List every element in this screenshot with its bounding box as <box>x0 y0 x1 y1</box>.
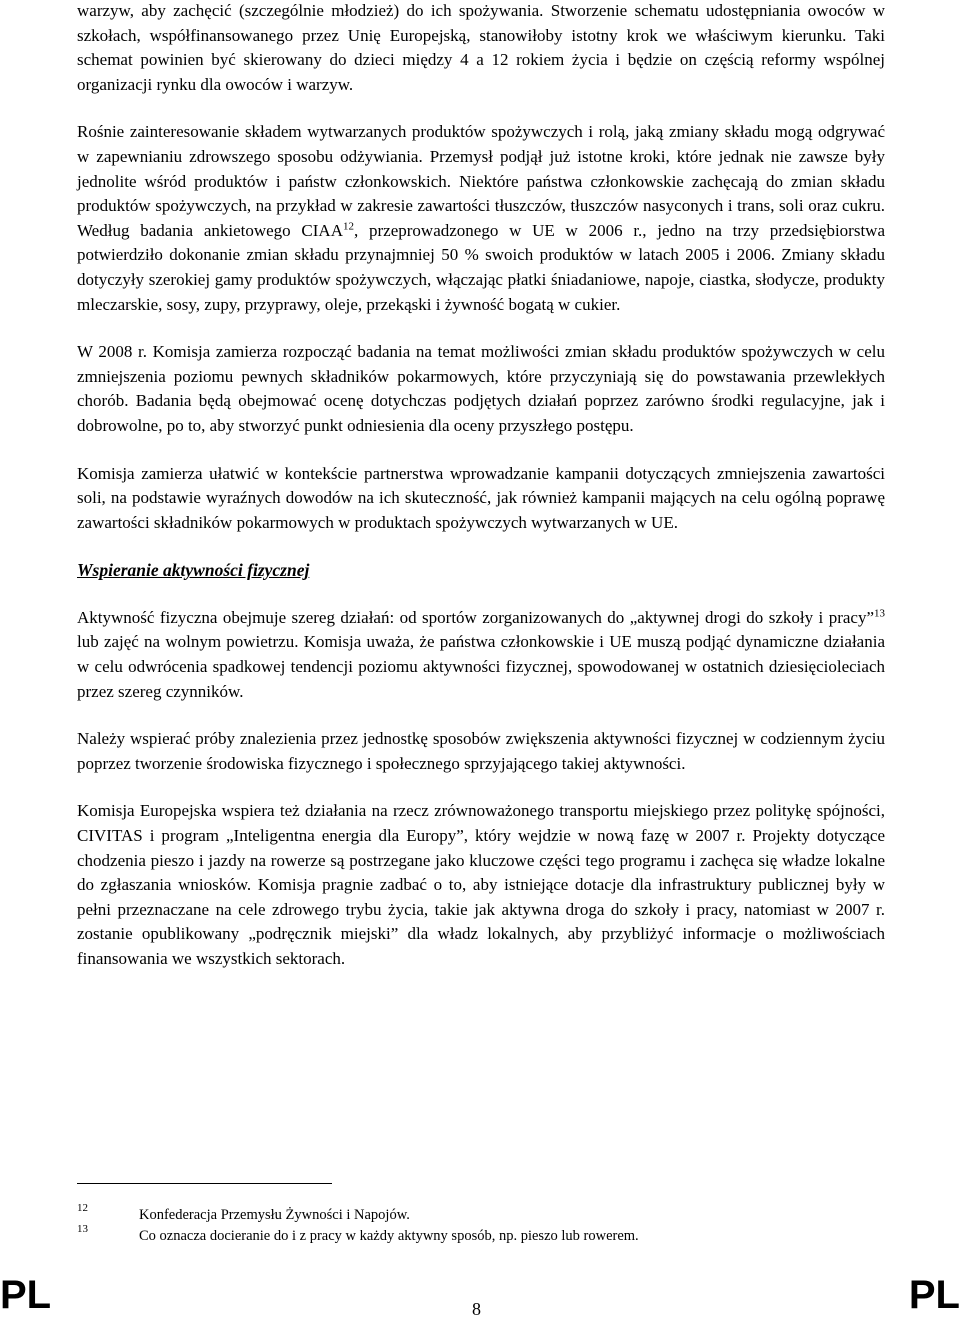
document-body <box>77 0 885 995</box>
footnote-number: 13 <box>77 1223 88 1235</box>
footer-language-left: PL <box>0 1273 52 1317</box>
footnote-separator <box>77 1183 332 1184</box>
paragraph-reformulation <box>77 120 885 317</box>
footnote-text: Konfederacja Przemysłu Żywności i Napojów. <box>139 1207 410 1223</box>
footnote-13 <box>77 1223 885 1247</box>
paragraph-salt-campaigns: Komisja zamierza ułatwić w kontekście partnerstwa wprowadzanie kampanii dotyczących zmniejszenia zawartości soli, na podstawie wyraźnych dowodów na ich skuteczność, jak również kampanii mających na celu ogólną poprawę zawartości składników pokarmowych w produktach spożywczych wytwarzanych w UE. <box>77 463 885 532</box>
footnote-12 <box>77 1202 885 1226</box>
footnote-text: Co oznacza docieranie do i z pracy w każdy aktywny sposób, np. pieszo lub rowerem. <box>139 1228 639 1244</box>
paragraph-reformulation-text-b: , przeprowadzonego w UE w 2006 r., jedno na trzy przedsiębiorstwa potwierdziło dokonanie zmian składu przynajmniej 50 % swoich produktów w latach 2005 i 2006. Zmiany składu dotyczyły szerokiej gamy produktów spożywczych, włączając płatki śniadaniowe, napoje, ciastka, słodycze, produkty mleczarskie, sosy, zupy, przyprawy, oleje, przekąski i żywność bogatą w cukier. <box>77 220 885 314</box>
footer-language-right: PL <box>908 1273 960 1317</box>
paragraph-environment: Należy wspierać próby znalezienia przez jednostkę sposobów zwiększenia aktywności fizycznej w codziennym życiu poprzez tworzenie środowiska fizycznego i społecznego sprzyjającego takiej aktywności. <box>77 729 885 773</box>
footnotes <box>77 1202 885 1247</box>
paragraph-physical-activity <box>77 606 885 704</box>
page-number: 8 <box>472 1299 481 1319</box>
footnote-ref-12: 12 <box>343 220 354 233</box>
footnote-number: 12 <box>77 1202 88 1214</box>
paragraph-commission-study: W 2008 r. Komisja zamierza rozpocząć badania na temat możliwości zmian składu produktów spożywczych w celu zmniejszenia poziomu pewnych składników pokarmowych, które przyczyniają się do powstawania przewlekłych chorób. Badania będą obejmować ocenę dotychczas podjętych działań poprzez zarówno środki regulacyjne, jak i dobrowolne, po to, aby stworzyć punkt odniesienia dla oceny przyszłego postępu. <box>77 342 885 435</box>
footnote-ref-13: 13 <box>874 607 885 620</box>
paragraph-urban-transport: Komisja Europejska wspiera też działania na rzecz zrównoważonego transportu miejskiego przez politykę spójności, CIVITAS i program „Inteligentna energia dla Europy”, który wejdzie w nową fazę w 2007 r. Projekty dotyczące chodzenia pieszo i jazdy na rowerze są postrzegane jako kluczowe części tego programu i zachęca się władze lokalne do zgłaszania wniosków. Komisja pragnie zadbać o to, aby istniejące dotacje dla infrastruktury publicznej były w pełni przeznaczane na cele zdrowego trybu życia, takie jak aktywna droga do szkoły i pracy, natomiast w 2007 r. zostanie opublikowany „podręcznik miejski” dla władz lokalnych, aby przybliżyć informacje o możliwościach finansowania we wszystkich sektorach. <box>77 801 885 968</box>
section-heading: Wspieranie aktywności fizycznej <box>77 560 310 581</box>
paragraph-fruit-scheme: warzyw, aby zachęcić (szczególnie młodzież) do ich spożywania. Stworzenie schematu udostępniania owoców w szkołach, współfinansowanego przez Unię Europejską, stanowiłoby istotny krok we właściwym kierunku. Taki schemat powinien być skierowany do dzieci między 4 a 12 rokiem życia i będzie on częścią reformy wspólnej organizacji rynku dla owoców i warzyw. <box>77 1 885 94</box>
paragraph-physical-activity-text-a: Aktywność fizyczna obejmuje szereg działań: od sportów zorganizowanych do „aktywnej drogi do szkoły i pracy” <box>77 607 874 627</box>
paragraph-reformulation-text-a: Rośnie zainteresowanie składem wytwarzanych produktów spożywczych i rolą, jaką zmiany składu mogą odgrywać w zapewnianiu zdrowszego sposobu odżywiania. Przemysł podjął już istotne kroki, które jednak nie zawsze były jednolite wśród produktów i państw członkowskich. Niektóre państwa członkowskie zachęcają do zmian składu produktów spożywczych, na przykład w zakresie zawartości tłuszczów, tłuszczów nasyconych i trans, soli oraz cukru. Według badania ankietowego CIAA <box>77 122 885 240</box>
paragraph-physical-activity-text-b: lub zajęć na wolnym powietrzu. Komisja uważa, że państwa członkowskie i UE muszą podjąć dynamiczne działania w celu odwrócenia spadkowej tendencji poziomu aktywności fizycznej, spowodowanej w ostatnich dziesięcioleciach przez szereg czynników. <box>77 632 885 701</box>
